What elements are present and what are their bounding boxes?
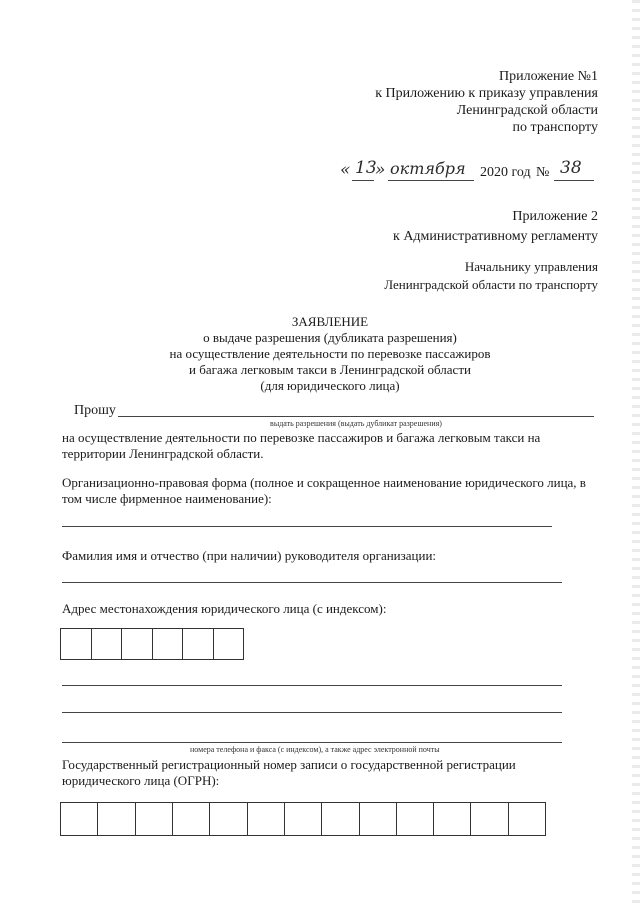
ogrn-cell[interactable] (173, 803, 210, 835)
director-label: Фамилия имя и отчество (при наличии) руководителя организации: (62, 548, 437, 563)
postal-index-cell[interactable] (214, 629, 244, 659)
org-form-label-line2: том числе фирменное наименование): (62, 491, 272, 506)
postal-index-cell[interactable] (92, 629, 123, 659)
order-year: 2020 год (480, 165, 531, 180)
request-fill-line[interactable] (118, 416, 594, 417)
org-form-fill-line[interactable] (62, 526, 552, 527)
appendix1-line2: к Приложению к приказу управления (375, 86, 598, 101)
month-underline (388, 180, 474, 181)
address-label: Адрес местонахождения юридического лица (с индексом): (62, 601, 387, 616)
appendix2-line2: к Административному регламенту (393, 229, 598, 244)
postal-index-cell[interactable] (183, 629, 214, 659)
appendix2-line1: Приложение 2 (512, 209, 598, 224)
postal-index-cell[interactable] (61, 629, 92, 659)
document-title (120, 314, 540, 394)
open-quote: « (340, 160, 351, 180)
ogrn-cell[interactable] (397, 803, 434, 835)
ogrn-label-line2: юридического лица (ОГРН): (62, 773, 220, 788)
appendix1-block (278, 68, 598, 136)
contacts-hint: номера телефона и факса (с индексом), а также адрес электронной почты (190, 745, 440, 754)
request-prefix: Прошу (74, 403, 116, 418)
order-day: 13 (355, 158, 377, 178)
day-underline (352, 180, 374, 181)
order-month: октября (390, 159, 466, 178)
title-line1: о выдаче разрешения (дубликата разрешения) (203, 330, 457, 345)
request-text-line2: территории Ленинградской области. (62, 446, 264, 461)
ogrn-cell[interactable] (471, 803, 508, 835)
appendix1-line4: по транспорту (512, 120, 598, 135)
ogrn-cell[interactable] (509, 803, 545, 835)
scan-edge-artifact (632, 0, 640, 905)
addressee-block (278, 259, 598, 293)
request-hint: выдать разрешения (выдать дубликат разрешения) (270, 419, 442, 428)
appendix2-block (278, 208, 598, 245)
ogrn-cell[interactable] (322, 803, 359, 835)
postal-index-cell[interactable] (153, 629, 184, 659)
postal-index-cells[interactable] (60, 628, 244, 660)
order-number-label: № (536, 165, 550, 180)
address-fill-line-1[interactable] (62, 685, 562, 686)
title-heading: ЗАЯВЛЕНИЕ (291, 314, 369, 329)
ogrn-cell[interactable] (285, 803, 322, 835)
appendix1-line1: Приложение №1 (499, 69, 598, 84)
address-fill-line-2[interactable] (62, 712, 562, 713)
close-quote: » (375, 160, 386, 180)
ogrn-cell[interactable] (360, 803, 397, 835)
order-date-line (340, 160, 600, 184)
ogrn-cell[interactable] (98, 803, 135, 835)
appendix1-line3: Ленинградской области (456, 103, 598, 118)
contacts-fill-line[interactable] (62, 742, 562, 743)
request-text-line1: на осуществление деятельности по перевозке пассажиров и багажа легковым такси на (62, 430, 541, 445)
order-number: 38 (560, 158, 582, 178)
ogrn-cell[interactable] (434, 803, 471, 835)
org-form-label-line1: Организационно-правовая форма (полное и сокращенное наименование юридического лица, в (62, 475, 586, 490)
title-line2: на осуществление деятельности по перевозке пассажиров (169, 346, 491, 361)
addressee-line1: Начальнику управления (464, 259, 598, 274)
ogrn-cell[interactable] (61, 803, 98, 835)
title-line3: и багажа легковым такси в Ленинградской области (189, 362, 471, 377)
ogrn-cell[interactable] (210, 803, 247, 835)
ogrn-cells[interactable] (60, 802, 546, 836)
ogrn-label-line1: Государственный регистрационный номер записи о государственной регистрации (62, 757, 516, 772)
ogrn-cell[interactable] (136, 803, 173, 835)
number-underline (554, 180, 594, 181)
addressee-line2: Ленинградской области по транспорту (384, 277, 598, 292)
postal-index-cell[interactable] (122, 629, 153, 659)
ogrn-cell[interactable] (248, 803, 285, 835)
title-line4: (для юридического лица) (260, 378, 400, 393)
director-fill-line[interactable] (62, 582, 562, 583)
